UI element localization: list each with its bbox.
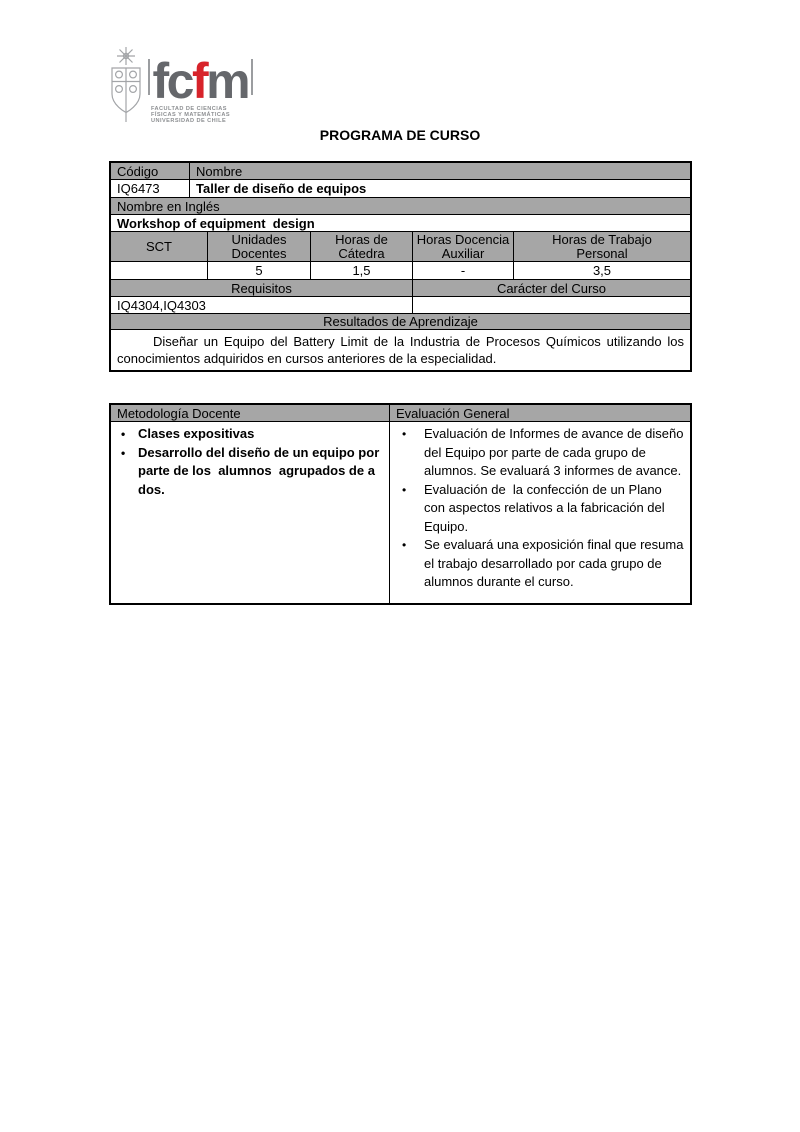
nombre-ingles-value-cell: Workshop of equipment design [117,215,315,231]
table-row-codigo-header [111,163,690,180]
table-row-resultados-header [111,314,690,330]
sct-header-cell: SCT [111,232,208,261]
wordmark-letter-f2: f [191,53,207,109]
horas-docencia-header-cell: Horas Docencia Auxiliar [413,232,514,261]
university-crest-icon [104,44,148,128]
bullet-icon [398,425,424,481]
bullet-icon [117,444,138,500]
nombre-ingles-header-cell: Nombre en Inglés [111,198,690,214]
bullet-list-item: • Evaluación de la confección de un Plano con aspectos relativos a la fabricación del Equipo. [390,481,690,537]
metodologia-header-cell: Metodología Docente [111,405,390,421]
logo-caption [151,106,230,124]
requisitos-header-cell: Requisitos [111,280,413,296]
unidades-docentes-header-cell: Unidades Docentes [208,232,311,261]
page-title: PROGRAMA DE CURSO [319,127,481,143]
course-info-table [109,161,692,372]
horas-catedra-value-cell: 1,5 [311,262,413,279]
nombre-header-cell: Nombre [190,163,690,179]
evaluacion-header-cell: Evaluación General [390,405,690,421]
bullet-list-item: • Se evaluará una exposición final que resuma el trabajo desarrollado por cada grupo de alumnos durante el curso. [390,536,690,592]
table-row-requisitos-value [111,297,690,314]
bullet-icon [398,481,424,537]
unidades-docentes-value-cell: 5 [208,262,311,279]
fcfm-logo [104,42,254,127]
table-row-resultados-text [111,330,690,370]
caracter-header-cell: Carácter del Curso [413,280,690,296]
table-row-nombre-ingles-value [111,215,690,232]
bullet-list-item: • Clases expositivas [111,425,389,444]
logo-caption-line1: FACULTAD DE CIENCIAS [151,106,227,112]
wordmark-letter-c: c [166,53,192,109]
table-row-methodology-header [111,405,690,422]
table-row-codigo-value [111,180,690,198]
codigo-header-cell: Código [111,163,190,179]
resultados-text-cell: Diseñar un Equipo del Battery Limit de la Industria de Procesos Químicos utilizando los conocimientos adquiridos en cursos anteriores de la especialidad. [117,334,684,366]
table-row-sct-header [111,232,690,262]
table-row-requisitos-header [111,280,690,297]
caracter-value-cell [413,297,690,313]
bullet-icon [117,425,138,444]
nombre-value-cell: Taller de diseño de equipos [196,181,367,196]
resultados-header-cell: Resultados de Aprendizaje [111,314,690,329]
wordmark-letter-f1: f [152,53,167,109]
logo-caption-line2: FÍSICAS Y MATEMÁTICAS [151,112,231,118]
requisitos-value-cell: IQ4304,IQ4303 [111,297,413,313]
methodology-table [109,403,692,605]
logo-caption-line3: UNIVERSIDAD DE CHILE [151,118,227,124]
bullet-list-item: • Evaluación de Informes de avance de diseño del Equipo por parte de cada grupo de alumnos. Se evaluará 3 informes de avance. [390,425,690,481]
wordmark-right-bar [251,59,253,95]
table-row-methodology-body [111,422,690,603]
table-row-nombre-ingles-header [111,198,690,215]
codigo-value-cell: IQ6473 [111,180,190,197]
bullet-list-item: • Desarrollo del diseño de un equipo por parte de los alumnos agrupados de a dos. [111,444,389,500]
horas-docencia-value-cell: - [413,262,514,279]
table-row-sct-values [111,262,690,280]
metodologia-list-cell [111,422,390,603]
wordmark-letter-m: m [206,53,249,109]
evaluacion-list-cell [390,422,690,603]
bullet-icon [398,536,424,592]
sct-value-cell [111,262,208,279]
horas-trabajo-header-cell: Horas de Trabajo Personal [514,232,690,261]
horas-catedra-header-cell: Horas de Cátedra [311,232,413,261]
horas-trabajo-value-cell: 3,5 [592,263,612,278]
